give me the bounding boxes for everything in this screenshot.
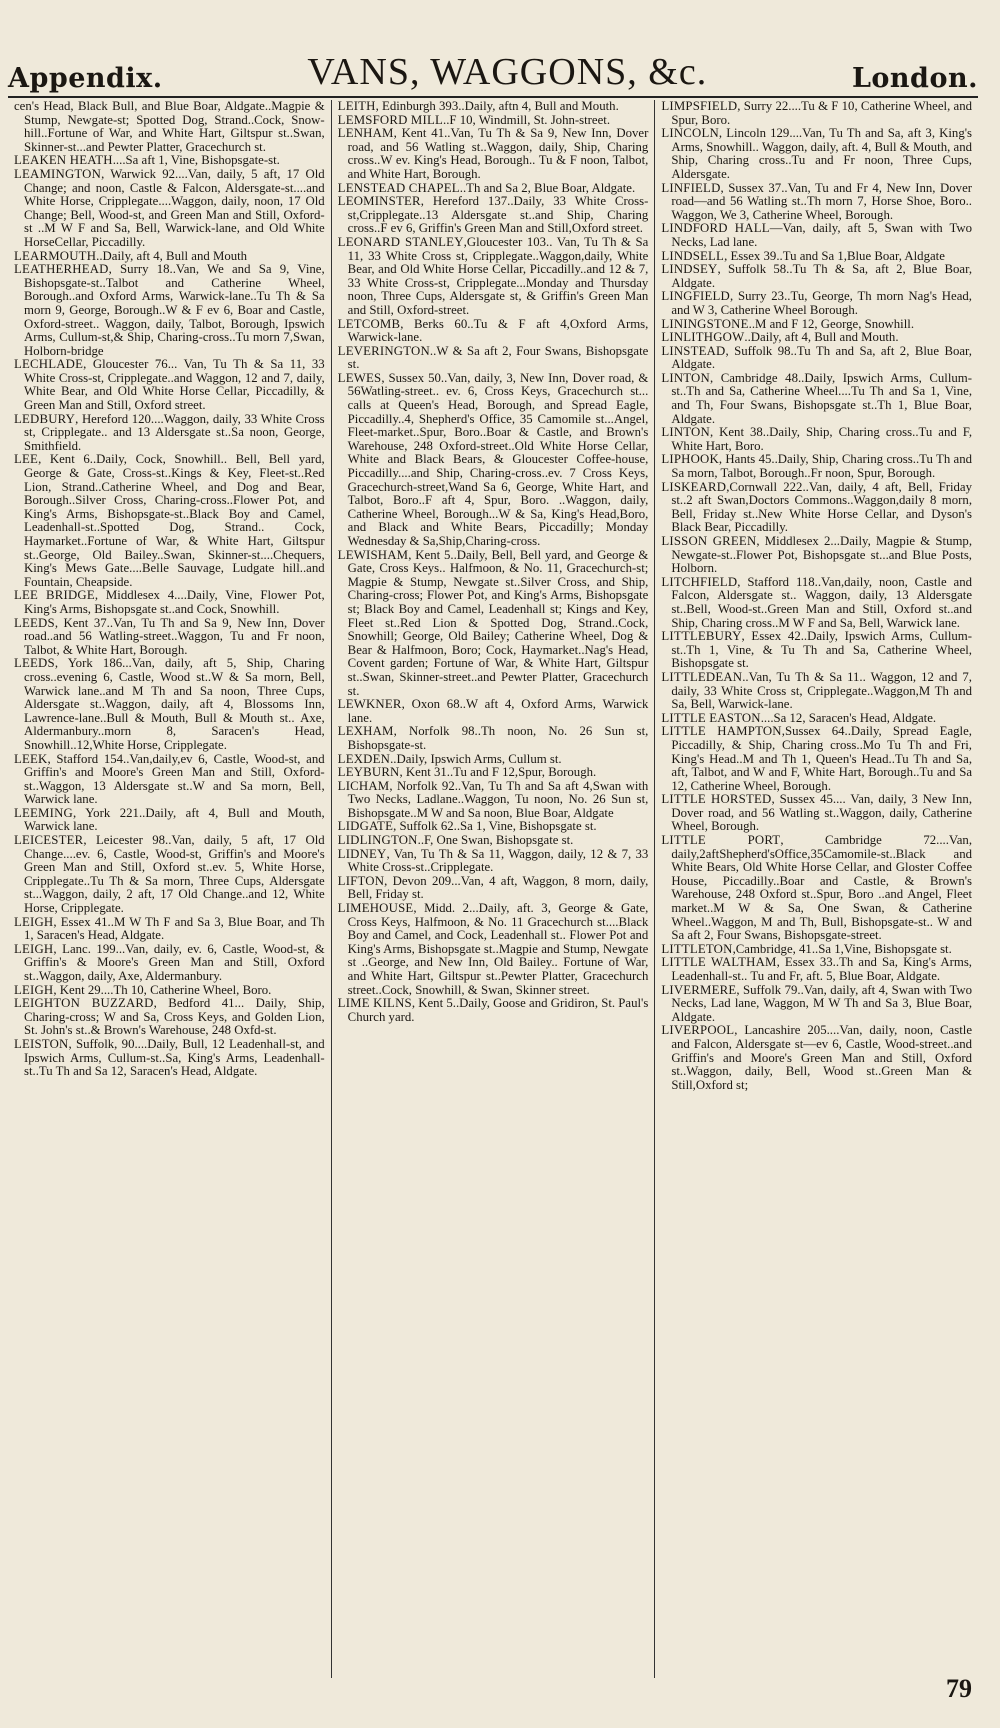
entry-text: , Norfolk 98..Th noon, No. 26 Sun st, Bishopsgate-st. xyxy=(347,724,649,752)
directory-entry xyxy=(661,127,972,181)
directory-entry xyxy=(661,481,972,535)
place-name: LEWISHAM xyxy=(337,547,409,562)
place-name: LEEDS xyxy=(14,656,55,671)
entry-text: , Suffolk 98..Tu Th and Sa, aft 2, Blue Boar, Aldgate. xyxy=(671,343,973,372)
place-name: LEIGH xyxy=(14,914,54,929)
place-name: LITTLE HORSTED xyxy=(661,792,772,807)
header-rule xyxy=(8,96,978,98)
place-name: LITCHFIELD xyxy=(661,574,738,589)
header-right: London. xyxy=(851,63,978,94)
directory-entry xyxy=(14,263,325,358)
entry-text: , Kent 37..Van, Tu Th and Sa 9, New Inn, Dover road..and 56 Watling-street..Waggon, Tu and Fr noon, Talbot, & White Hart, Borough. xyxy=(24,615,325,657)
place-name: LINDSELL xyxy=(661,248,725,263)
directory-entry xyxy=(14,168,325,250)
text-columns xyxy=(8,100,978,1678)
entry-text: ..Van, Tu Th & Sa 11.. Waggon, 12 and 7, daily, 33 White Cross st, Cripplegate..Waggon,M Th and Sa, Bell, Warwick-lane. xyxy=(671,669,973,712)
entry-text: , Oxon 68..W aft 4, Oxford Arms, Warwick lane. xyxy=(347,697,649,725)
entry-text: , Suffolk 62..Sa 1, Vine, Bishopsgate st. xyxy=(393,819,597,834)
directory-entry xyxy=(661,943,972,957)
directory-entry xyxy=(338,820,649,834)
place-name: LEEDS xyxy=(14,615,55,630)
place-name: LEISTON xyxy=(14,1036,69,1051)
place-name: LEMSFORD MILL xyxy=(337,112,444,127)
column-1 xyxy=(8,100,331,1678)
directory-entry xyxy=(661,630,972,671)
entry-text: , Kent 38..Daily, Ship, Charing cross..Tu and F, White Hart, Boro. xyxy=(671,425,973,453)
entry-text: , Cambridge 72....Van, daily,2aftShepherd'sOffice,35Camomile-st..Black and White Bears, Old White Horse Cellar, and Gloster Coffee House, Piccadilly..Boar and Castle, & Brown's Warehouse, 248 Oxford st..Spur, Boro ..and Angel, Fleet market..M W & Sa, One Swan, & Catherine Wheel..Waggon, M and Th, Bull, Bishopsgate-st.. W and Sa aft 2, Four Swans, Bishopsgate-street. xyxy=(671,833,973,943)
place-name: LINTON xyxy=(661,425,710,440)
directory-entry xyxy=(14,453,325,589)
directory-entry xyxy=(338,114,649,128)
directory-entry xyxy=(661,453,972,480)
entry-text: , Berks 60..Tu & F aft 4,Oxford Arms, Warwick-lane. xyxy=(347,316,649,345)
place-name: LININGSTONE xyxy=(661,316,749,331)
directory-entry xyxy=(338,372,649,549)
place-name: LINDFORD HALL xyxy=(661,221,770,236)
place-name: LEWKNER xyxy=(337,697,402,712)
directory-entry xyxy=(338,318,649,345)
directory-entry xyxy=(661,712,972,726)
directory-entry xyxy=(661,834,972,943)
place-name: LEEMING xyxy=(14,805,73,820)
directory-entry xyxy=(14,984,325,998)
directory-entry xyxy=(661,182,972,223)
entry-text: , Essex 33..Th and Sa, King's Arms, Leadenhall-st.. Tu and Fr, aft. 5, Blue Boar, Aldgate. xyxy=(671,955,973,983)
place-name: LIDLINGTON xyxy=(337,833,418,848)
place-name: LINTON xyxy=(661,370,710,385)
place-name: LINSTEAD xyxy=(661,343,726,358)
header-title: VANS, WAGGONS, &c. xyxy=(307,51,708,93)
place-name: LETCOMB xyxy=(337,316,401,331)
entry-text: , Gloucester 76... Van, Tu Th & Sa 11, 33 White Cross-st, Cripplegate..and Waggon, 12 and 7, daily, White Bear, and Old White Horse Cellar, Piccadilly, & Green Man and Still, Oxford street. xyxy=(24,357,325,413)
place-name: LITTLEDEAN xyxy=(661,669,743,684)
entry-text: , Midd. 2...Daily, aft. 3, George & Gate, Cross Keys, Halfmoon, & No. 11 Gracechurch st....Black Boy and Camel, and Cock, Leadenhall st.. Flower Pot and King's Arms, Bishopsgate st..Magpie and Stump, Newgate st ..George, and New Inn, Old Bailey.. Fortune of War, and White Hart, Giltspur st..Pewter Platter, Gracechurch street..Cock, Snowhill, & Swan, Skinner street. xyxy=(347,901,649,997)
directory-entry xyxy=(14,154,325,168)
directory-entry xyxy=(338,834,649,848)
entry-text: cen's Head, Black Bull, and Blue Boar, Aldgate..Magpie & Stump, Newgate-st; Spotted Dog, Strand..Cock, Snow-hill..Fortune of War, and White Hart, Giltspur st..Swan, Skinner-st...and Pewter Platter, Gracechurch st. xyxy=(14,100,325,154)
place-name: LIVERMERE xyxy=(661,982,737,997)
place-name: LEXDEN xyxy=(337,751,391,766)
entry-text: , Surry 18..Van, We and Sa 9, Vine, Bishopsgate-st..Talbot and Catherine Wheel, Borough..and Oxford Arms, Warwick-lane..Tu Th & Sa morn 9, George, Borough..W & F ev 6, Boar and Castle, Oxford-street.. Waggon, daily, Talbot, Borough, Ipswich Arms, Cullum-st,& Ship, Charing-cross..Tu morn 7,Swan, Holborn-bridge xyxy=(24,262,325,358)
entry-text: , Sussex 45.... Van, daily, 3 New Inn, Dover road, and 56 Watling st..Waggon, daily, Catherine Wheel, Borough. xyxy=(671,792,973,834)
directory-entry xyxy=(14,753,325,807)
directory-entry xyxy=(338,848,649,875)
entry-text: , Essex 39..Tu and Sa 1,Blue Boar, Aldgate xyxy=(724,248,945,263)
place-name: LEDBURY xyxy=(14,411,76,426)
entry-text: , Surry 23..Tu, George, Th morn Nag's Head, and W 3, Catherine Wheel Borough. xyxy=(671,289,973,317)
place-name: LISKEARD xyxy=(661,479,727,494)
entry-text: ..F, One Swan, Bishopsgate st. xyxy=(417,833,574,848)
directory-entry xyxy=(661,318,972,332)
entry-text: , Sussex 37..Van, Tu and Fr 4, New Inn, Dover road—and 56 Watling st..Th morn 7, Horse Shoe, Boro.. Waggon, We 3, Catherine Wheel, Borough. xyxy=(671,180,973,222)
place-name: LEWES xyxy=(337,370,382,385)
entry-text: ..W & Sa aft 2, Four Swans, Bishopsgate st. xyxy=(347,343,649,372)
entry-text: , Essex 42..Daily, Ipswich Arms, Cullum-st..Th 1, Vine, & Tu Th and Sa, Catherine Wheel, Bishopsgate st. xyxy=(671,629,973,671)
place-name: LIFTON xyxy=(337,873,385,888)
place-name: LEITH xyxy=(337,100,376,113)
place-name: LINLITHGOW xyxy=(661,330,745,345)
entry-text: , Van, Tu Th & Sa 11, Waggon, daily, 12 & 7, 33 White Cross-st..Cripplegate. xyxy=(347,846,649,875)
place-name: LEXHAM xyxy=(337,724,394,739)
place-name: LEEK xyxy=(14,751,48,766)
entry-text: , Lanc. 199...Van, daily, ev. 6, Castle, Wood-st, & Griffin's & Moore's Green Man and Still, Oxford st..Waggon, daily, Axe, Aldermanbury. xyxy=(24,941,325,983)
directory-entry xyxy=(338,725,649,752)
entry-text: , Kent 29....Th 10, Catherine Wheel, Boro. xyxy=(53,982,272,997)
place-name: LINFIELD xyxy=(661,180,721,195)
place-name: LIPHOOK xyxy=(661,452,719,467)
place-name: LITTLE WALTHAM xyxy=(661,955,777,970)
directory-entry xyxy=(661,576,972,630)
directory-entry xyxy=(661,535,972,576)
place-name: LEVERINGTON xyxy=(337,343,430,358)
place-name: LITTLE EASTON xyxy=(661,710,761,725)
place-name: LICHAM xyxy=(337,778,390,793)
place-name: LINCOLN xyxy=(661,126,719,141)
directory-entry xyxy=(338,875,649,902)
directory-entry xyxy=(338,195,649,236)
directory-entry xyxy=(338,100,649,114)
entry-text: , Suffolk, 90....Daily, Bull, 12 Leadenhall-st, and Ipswich Arms, Cullum-st..Sa, King's Arms, Leadenhall-st..Tu Th and Sa 12, Saracen's Head, Aldgate. xyxy=(24,1036,325,1079)
entry-text: , Lancashire 205....Van, daily, noon, Castle and Falcon, Aldersgate st—ev 6, Castle, Wood-street..and Griffin's and Moore's Green Man and Still, Oxford st..Waggon, daily, Bell, Wood st..Green Man & Still,Oxford st; xyxy=(671,1023,973,1092)
directory-entry xyxy=(338,127,649,181)
entry-text: ....Sa 12, Saracen's Head, Aldgate. xyxy=(760,710,937,725)
place-name: LEARMOUTH xyxy=(14,248,97,263)
place-name: LEICESTER xyxy=(14,833,84,848)
directory-entry xyxy=(661,372,972,426)
entry-text: , Hants 45..Daily, Ship, Charing cross..Tu Th and Sa morn, Talbot, Borough..Fr noon, Spur, Borough. xyxy=(671,452,973,481)
entry-text: , Warwick 92....Van, daily, 5 aft, 17 Old Change; and noon, Castle & Falcon, Aldersgate-st....and White Horse, Cripplegate....Waggon, daily, noon, 17 Old Change; Bell, Wood-st, and Green Man and Still, Oxford-st ..M W F and Sa, Bell, Warwick-lane, and Old White HorseCellar, Piccadilly. xyxy=(24,166,325,249)
place-name: LEATHERHEAD xyxy=(14,262,109,277)
place-name: LECHLADE xyxy=(14,357,84,372)
place-name: LEE BRIDGE xyxy=(14,588,95,603)
entry-text: , Suffolk 58..Tu Th & Sa, aft 2, Blue Boar, Aldgate. xyxy=(671,262,973,290)
entry-text: , York 186...Van, daily, aft 5, Ship, Charing cross..evening 6, Castle, Wood st..W & Sa morn, Bell, Warwick lane..and M Th and Sa noon, Three Cups, Aldersgate st..Waggon, daily, aft 4, Blossoms Inn, Lawrence-lane..Bull & Mouth, Bull & Mouth st.. Axe, Aldermanbury..morn 8, Saracen's Head, Snowhill..12,White Horse, Cripplegate. xyxy=(24,656,325,752)
place-name: LEIGH xyxy=(14,941,54,956)
entry-text: , Stafford 154..Van,daily,ev 6, Castle, Wood-st, and Griffin's and Moore's Green Man and Still, Oxford-st..Waggon, 13 Aldersgate st..W and Sa morn, Bell, Warwick lane. xyxy=(24,751,325,807)
entry-text: ..F 10, Windmill, St. John-street. xyxy=(443,112,611,127)
entry-text: , Surry 22....Tu & F 10, Catherine Wheel, and Spur, Boro. xyxy=(671,100,973,127)
entry-text: , Kent 6..Daily, Cock, Snowhill.. Bell, Bell yard, George & Gate, Cross-st..Kings & Key, Fleet-st..Red Lion, Strand..Catherine Wheel, and Dog and Bear, Borough..Silver Cross, Charing-cross..Flower Pot, and King's Arms, Bishopsgate-st..Black Boy and Camel, Leadenhall-st..Spotted Dog, Strand.. Cock, Haymarket..Fortune of War, & White Hart, Giltspur st..George, Old Bailey..Swan, Skinner-st....Chequers, King's Mews Gate....Belle Sauvage, Ludgate hill..and Fountain, Cheapside. xyxy=(24,452,325,589)
place-name: LINDSEY xyxy=(661,262,718,277)
directory-entry xyxy=(661,250,972,264)
entry-text: , Bedford 41... Daily, Ship, Charing-cross; W and Sa, Cross Keys, and Golden Lion, St. John's st..& Brown's Warehouse, 248 Oxfd-st. xyxy=(24,996,325,1038)
directory-entry xyxy=(14,589,325,616)
directory-entry xyxy=(338,902,649,997)
directory-entry xyxy=(661,984,972,1025)
entry-text: , Kent 31..Tu and F 12,Spur, Borough. xyxy=(399,765,597,780)
directory-entry xyxy=(14,358,325,412)
directory-entry xyxy=(338,766,649,780)
directory-entry xyxy=(661,345,972,372)
entry-text: ....Sa aft 1, Vine, Bishopsgate-st. xyxy=(112,153,280,168)
entry-text: ,Cornwall 222..Van, daily, 4 aft, Bell, Friday st..2 aft Swan,Doctors Commons..Waggon,daily 8 morn, Bell, Friday st..New White Horse Cellar, and Dyson's Black Bear, Piccadilly. xyxy=(671,479,973,535)
place-name: LEONARD STANLEY xyxy=(337,234,464,249)
place-name: LIMPSFIELD xyxy=(661,100,738,113)
directory-entry xyxy=(338,182,649,196)
entry-text: , Middlesex 2...Daily, Magpie & Stump, Newgate-st..Flower Pot, Bishopsgate st...and Blue Posts, Holborn. xyxy=(671,534,973,576)
place-name: LEIGHTON BUZZARD xyxy=(14,996,154,1011)
running-header xyxy=(8,46,978,94)
place-name: LIDNEY xyxy=(337,846,387,861)
directory-entry xyxy=(338,345,649,372)
directory-entry xyxy=(14,916,325,943)
place-name: LENSTEAD CHAPEL xyxy=(337,180,460,195)
place-name: LITTLE PORT xyxy=(661,833,781,848)
place-name: LEYBURN xyxy=(337,765,400,780)
directory-entry xyxy=(338,780,649,821)
directory-entry xyxy=(338,549,649,699)
entry-text: , Essex 41..M W Th F and Sa 3, Blue Boar, and Th 1, Saracen's Head, Aldgate. xyxy=(24,914,325,943)
entry-text: , Edinburgh 393..Daily, aftn 4, Bull and Mouth. xyxy=(375,100,619,113)
directory-entry xyxy=(14,807,325,834)
entry-text: , Hereford 120....Waggon, daily, 33 White Cross st, Cripplegate.. and 13 Aldersgate st..Sa noon, George, Smithfield. xyxy=(24,411,325,453)
entry-text: ..Daily, aft 4, Bull and Mouth. xyxy=(744,330,899,345)
entry-text: ,Gloucester 103.. Van, Tu Th & Sa 11, 33 White Cross st, Cripplegate..Waggon,daily, White Bear, and Old White Horse Cellar, Piccadilly..and 12 & 7, 33 White Cross-st, Cripplegate...Monday and Thursday noon, Three Cups, Aldersgate st, & Griffin's Green Man and Still, Oxford-street. xyxy=(347,234,649,317)
directory-entry xyxy=(14,100,325,154)
directory-entry xyxy=(14,834,325,916)
entry-text: ..Th and Sa 2, Blue Boar, Aldgate. xyxy=(459,180,636,195)
directory-entry xyxy=(14,657,325,752)
directory-entry xyxy=(14,943,325,984)
place-name: LITTLE HAMPTON xyxy=(661,724,782,739)
entry-text: ,Cambridge, 41..Sa 1,Vine, Bishopsgate st. xyxy=(732,941,952,956)
place-name: LEAMINGTON xyxy=(14,166,102,181)
entry-text: , Kent 5..Daily, Bell, Bell yard, and George & Gate, Cross Keys.. Halfmoon, & No. 11, Gracechurch-st; Magpie & Stump, Newgate st..Silver Cross, and Ship, Charing-cross; Flower Pot, and King's Arms, Bishopsgate st; Black Boy and Camel, Leadenhall st; Kings and Key, Fleet st..Red Lion & Spotted Dog, Strand..Cock, Snowhill; George, Old Bailey; Catherine Wheel, Dog & Bear & Halfmoon, Boro; Cock, Haymarket..Nag's Head, Covent garden; Fortune of War, & White Hart, Giltspur st..Swan, Skinner-street..and Pewter Platter, Gracechurch st. xyxy=(347,547,649,698)
place-name: LITTLEBURY xyxy=(661,629,742,644)
directory-entry xyxy=(661,725,972,793)
entry-text: , Cambridge 48..Daily, Ipswich Arms, Cullum-st..Th and Sa, Catherine Wheel....Tu Th and Sa 1, Vine, and Th, Four Swans, Bishopsgate st..Th 1, Blue Boar, Aldgate. xyxy=(671,370,973,426)
directory-entry xyxy=(661,263,972,290)
place-name: LEE xyxy=(14,452,39,467)
entry-text: , Middlesex 4....Daily, Vine, Flower Pot, King's Arms, Bishopsgate st..and Cock, Snowhill. xyxy=(24,588,325,616)
place-name: LIDGATE xyxy=(337,819,394,834)
directory-entry xyxy=(14,1038,325,1079)
entry-text: , Norfolk 92..Van, Tu Th and Sa aft 4,Swan with Two Necks, Ladlane..Waggon, Tu noon, No. 26 Sun st, Bishopsgate..M W and Sa noon, Blue Boar, Aldgate xyxy=(347,778,649,820)
place-name: LEAKEN HEATH xyxy=(14,153,113,168)
column-3 xyxy=(654,100,978,1678)
directory-entry xyxy=(14,617,325,658)
entry-text: ..Daily, aft 4, Bull and Mouth xyxy=(96,248,248,263)
place-name: LENHAM xyxy=(337,126,394,141)
column-2 xyxy=(331,100,655,1678)
entry-text: , Leicester 98..Van, daily, 5 aft, 17 Old Change....ev. 6, Castle, Wood-st, Griffin's and Moore's Green Man and Still, Oxford st..ev. 5, White Horse, Cripplegate..Tu Th & Sa morn, Three Cups, Aldersgate st...Waggon, daily, 2 aft, 17 Old Change..and 12, White Horse, Cripplegate. xyxy=(24,833,325,916)
directory-entry xyxy=(661,1024,972,1092)
directory-entry xyxy=(661,956,972,983)
directory-entry xyxy=(661,331,972,345)
entry-text: , York 221..Daily, aft 4, Bull and Mouth, Warwick lane. xyxy=(24,805,325,834)
entry-text: , Hereford 137..Daily, 33 White Cross-st,Cripplegate..13 Aldersgate st..and Ship, Charing cross..F ev 6, Griffin's Green Man and Still,Oxford street. xyxy=(347,194,649,236)
entry-text: ..Daily, Ipswich Arms, Cullum st. xyxy=(390,751,562,766)
place-name: LEIGH xyxy=(14,982,54,997)
entry-text: , Sussex 50..Van, daily, 3, New Inn, Dover road, & 56Watling-street.. ev. 6, Cross Keys, Gracechurch st... calls at Queen's Head, Borough, and Spread Eagle, Piccadilly..4, Shepherd's Office, 35 Camomile st...Angel, Fleet-market..Spur, Boro..Boar & Castle, and Brown's Warehouse, 248 Oxford-street..Old White Horse Cellar, White and Black Bears, & Gloucester Coffee-house, Piccadilly....and Ship, Charing-cross..ev. 7 Cross Keys, Gracechurch-street,Wand Sa 6, George, White Hart, and Talbot, Boro..F aft 4, Spur, Boro. ..Waggon, daily, Catherine Wheel, Borough...W & Sa, King's Head,Boro, and Black and White Bears, Piccadilly; Monday Wednesday & Sa,Ship,Charing-cross. xyxy=(347,370,649,548)
page-number: 79 xyxy=(946,1674,972,1703)
directory-entry xyxy=(661,100,972,127)
place-name: LIMEHOUSE xyxy=(337,901,414,916)
entry-text: , Suffolk 79..Van, daily, aft 4, Swan with Two Necks, Lad lane, Waggon, M W Th and Sa 3, Blue Boar, Aldgate. xyxy=(671,982,973,1024)
place-name: LIVERPOOL xyxy=(661,1023,735,1038)
directory-entry xyxy=(661,793,972,834)
directory-entry xyxy=(14,413,325,454)
place-name: LISSON GREEN xyxy=(661,534,757,548)
entry-text: , Kent 5..Daily, Goose and Gridiron, St. Paul's Church yard. xyxy=(347,996,649,1024)
place-name: LITTLETON xyxy=(661,941,733,956)
entry-text: ..M and F 12, George, Snowhill. xyxy=(748,316,915,331)
place-name: LIME KILNS xyxy=(337,996,412,1011)
directory-entry xyxy=(338,997,649,1024)
header-left: Appendix. xyxy=(8,63,163,94)
directory-entry xyxy=(338,236,649,318)
entry-text: , Devon 209...Van, 4 aft, Waggon, 8 morn, daily, Bell, Friday st. xyxy=(347,873,649,902)
place-name: LINGFIELD xyxy=(661,289,730,304)
place-name: LEOMINSTER xyxy=(337,194,421,209)
entry-text: —Van, daily, aft 5, Swan with Two Necks, Lad lane. xyxy=(671,221,973,249)
directory-entry xyxy=(661,290,972,317)
entry-text: , Stafford 118..Van,daily, noon, Castle and Falcon, Aldersgate st.. Waggon, daily, 13 Aldersgate st..Bell, Wood-st..Green Man and Still, Oxford st..and Ship, Charing cross..M W F and Sa, Bell, Warwick lane. xyxy=(671,574,973,630)
directory-entry xyxy=(661,426,972,453)
directory-entry xyxy=(661,222,972,249)
directory-entry xyxy=(14,997,325,1038)
entry-text: , Lincoln 129....Van, Tu Th and Sa, aft 3, King's Arms, Snowhill.. Waggon, daily, aft. 4, Bull & Mouth, and Ship, Charing cross..Tu and Fr noon, Three Cups, Aldersgate. xyxy=(671,126,973,181)
directory-entry xyxy=(661,671,972,712)
directory-entry xyxy=(338,753,649,767)
entry-text: , Kent 41..Van, Tu Th & Sa 9, New Inn, Dover road, and 56 Watling st..Waggon, daily, Ship, Charing cross..W ev. King's Head, Borough.. Tu & F noon, Talbot, and White Hart, Borough. xyxy=(347,126,649,181)
directory-entry xyxy=(14,250,325,264)
directory-entry xyxy=(338,698,649,725)
entry-text: ,Sussex 64..Daily, Spread Eagle, Piccadilly, & Ship, Charing cross..Mo Tu Th and Fri, King's Head..M and Th 1, Queen's Head..Tu Th and Sa, aft, Talbot, and W and F, White Hart, Borough..Tu and Sa 12, Catherine Wheel, Borough. xyxy=(671,724,973,793)
